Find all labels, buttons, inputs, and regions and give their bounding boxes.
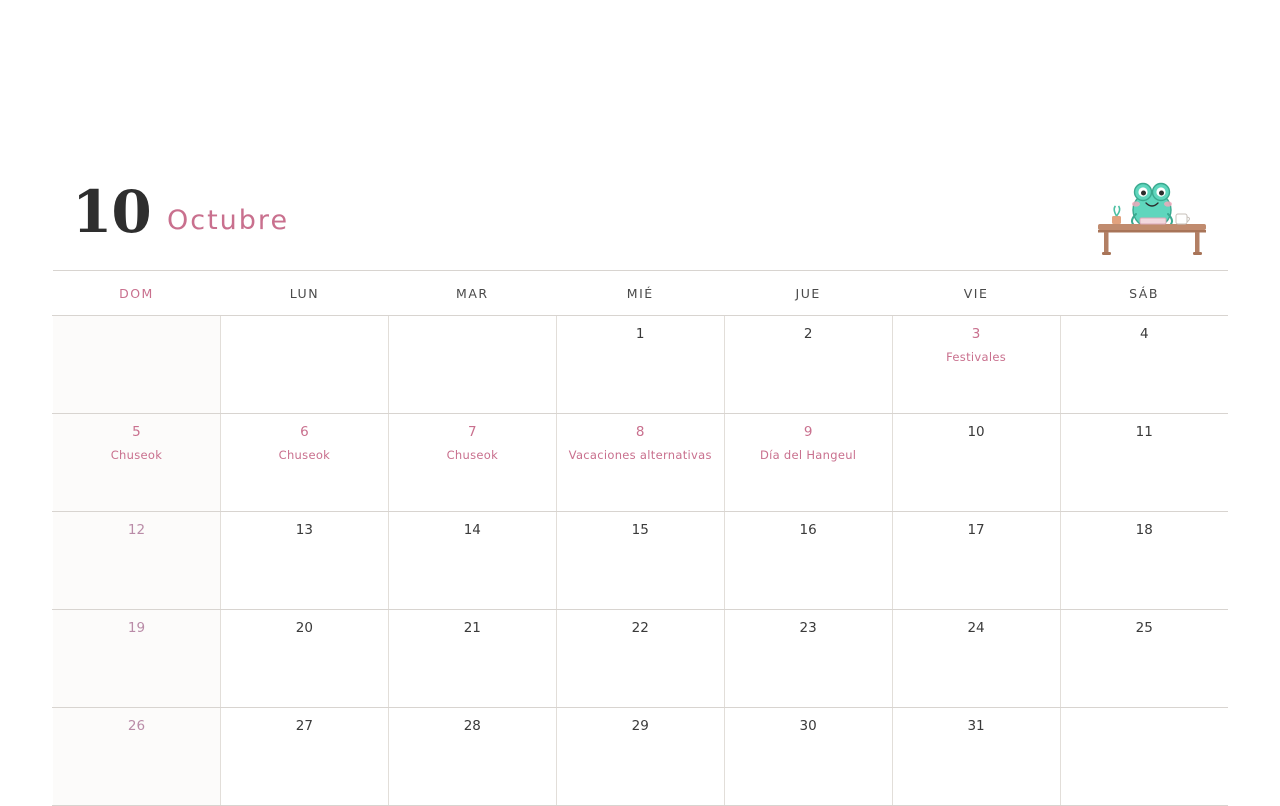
calendar-day-cell[interactable]: [220, 414, 388, 512]
calendar-day-cell[interactable]: [892, 316, 1060, 414]
calendar-day-cell[interactable]: [220, 512, 388, 610]
day-number: 28: [463, 718, 481, 734]
day-number: 23: [799, 620, 817, 636]
calendar-day-cell[interactable]: [724, 316, 892, 414]
calendar-day-cell[interactable]: [1060, 512, 1228, 610]
calendar-week-row: [53, 512, 1229, 610]
day-number: 29: [631, 718, 649, 734]
weekday-vie: VIE: [892, 271, 1060, 316]
calendar-day-cell[interactable]: [388, 610, 556, 708]
calendar-day-cell[interactable]: [556, 708, 724, 806]
day-event-label: Vacaciones alternativas: [568, 448, 712, 463]
day-number: 8: [635, 424, 645, 440]
calendar-day-cell[interactable]: [388, 512, 556, 610]
calendar-day-cell[interactable]: [53, 414, 221, 512]
day-number: 13: [295, 522, 313, 538]
day-number: 20: [295, 620, 313, 636]
weekday-mar: MAR: [388, 271, 556, 316]
day-number: 18: [1135, 522, 1153, 538]
day-number: 30: [799, 718, 817, 734]
day-number: 1: [635, 326, 645, 342]
weekday-lun: LUN: [220, 271, 388, 316]
day-number: 14: [463, 522, 481, 538]
calendar-day-cell[interactable]: [53, 610, 221, 708]
calendar-day-cell[interactable]: [724, 512, 892, 610]
calendar-day-cell[interactable]: [724, 610, 892, 708]
calendar-day-cell[interactable]: [892, 610, 1060, 708]
calendar-week-row: [53, 316, 1229, 414]
calendar-day-cell[interactable]: [53, 316, 221, 414]
day-number: 21: [463, 620, 481, 636]
day-number: 4: [1139, 326, 1149, 342]
day-event-label: Festivales: [946, 350, 1006, 365]
weekday-jue: JUE: [724, 271, 892, 316]
calendar-day-cell[interactable]: [1060, 316, 1228, 414]
day-number: 10: [967, 424, 985, 440]
calendar-day-cell[interactable]: [220, 610, 388, 708]
day-number: 5: [132, 424, 141, 440]
calendar-day-cell[interactable]: [556, 610, 724, 708]
calendar-body: [53, 316, 1229, 806]
weekday-mie: MIÉ: [556, 271, 724, 316]
calendar-day-cell[interactable]: [724, 708, 892, 806]
weekday-sab: SÁB: [1060, 271, 1228, 316]
frog-at-desk-illustration: [1092, 170, 1212, 260]
day-number: 9: [803, 424, 813, 440]
calendar-day-cell[interactable]: [53, 708, 221, 806]
calendar-day-cell[interactable]: [388, 316, 556, 414]
day-number: 27: [295, 718, 313, 734]
day-number: 22: [631, 620, 649, 636]
day-number: 17: [967, 522, 985, 538]
calendar-day-cell[interactable]: [220, 708, 388, 806]
calendar-header: [52, 178, 1228, 260]
day-number: 12: [127, 522, 146, 538]
day-event-label: Día del Hangeul: [759, 448, 857, 463]
calendar-day-cell[interactable]: [1060, 414, 1228, 512]
day-event-label: Chuseok: [110, 448, 163, 463]
day-number: 31: [967, 718, 985, 734]
calendar-day-cell[interactable]: [556, 414, 724, 512]
month-number: 10: [72, 178, 151, 246]
day-number: 19: [127, 620, 146, 636]
weekday-dom: DOM: [53, 271, 221, 316]
day-number: 26: [127, 718, 146, 734]
calendar-day-cell[interactable]: [724, 414, 892, 512]
day-number: 11: [1135, 424, 1153, 440]
calendar-grid: [52, 270, 1228, 806]
calendar-day-cell[interactable]: [220, 316, 388, 414]
day-number: 15: [631, 522, 649, 538]
calendar-week-row: [53, 708, 1229, 806]
day-event-label: Chuseok: [446, 448, 499, 463]
weekday-header-row: [53, 271, 1229, 316]
day-number: 24: [967, 620, 985, 636]
day-number: 2: [803, 326, 813, 342]
calendar-week-row: [53, 610, 1229, 708]
day-number: 7: [468, 424, 477, 440]
day-number: 25: [1135, 620, 1153, 636]
calendar-day-cell[interactable]: [556, 316, 724, 414]
calendar-day-cell[interactable]: [892, 512, 1060, 610]
calendar-day-cell[interactable]: [892, 414, 1060, 512]
calendar-day-cell[interactable]: [892, 708, 1060, 806]
day-number: 3: [971, 326, 981, 342]
calendar-day-cell[interactable]: [388, 414, 556, 512]
month-name: Octubre: [167, 205, 290, 236]
calendar-day-cell[interactable]: [1060, 610, 1228, 708]
calendar-day-cell[interactable]: [556, 512, 724, 610]
calendar-week-row: [53, 414, 1229, 512]
calendar-day-cell[interactable]: [1060, 708, 1228, 806]
day-event-label: Chuseok: [278, 448, 331, 463]
calendar-day-cell[interactable]: [388, 708, 556, 806]
day-number: 6: [300, 424, 309, 440]
calendar-day-cell[interactable]: [53, 512, 221, 610]
day-number: 16: [799, 522, 817, 538]
